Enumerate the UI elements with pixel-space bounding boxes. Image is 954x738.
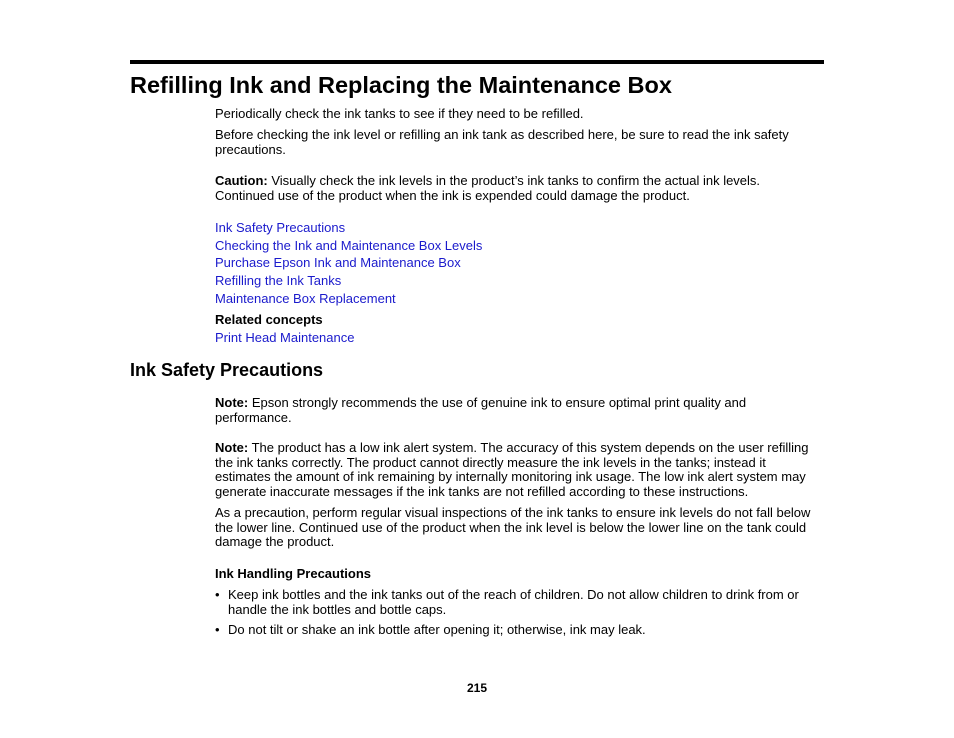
bullet-marker-2: •	[215, 622, 220, 637]
intro-paragraph-2: Before checking the ink level or refilling an ink tank as described here, be sure to read the ink safety precautions.	[215, 127, 789, 157]
caution-label: Caution:	[215, 173, 268, 188]
subsection-title: Ink Safety Precautions	[130, 360, 324, 380]
link-maintenance-box-replacement[interactable]: Maintenance Box Replacement	[215, 291, 396, 306]
ink-handling-heading: Ink Handling Precautions	[215, 566, 372, 581]
bullet-item-1: Keep ink bottles and the ink tanks out of the reach of children. Do not allow children to drink from or handle the ink bottles and bottle caps.	[228, 587, 799, 617]
bullet-item-2: Do not tilt or shake an ink bottle after opening it; otherwise, ink may leak.	[228, 622, 646, 637]
note-label-2: Note:	[215, 440, 249, 455]
link-print-head-maintenance[interactable]: Print Head Maintenance	[215, 330, 355, 345]
note-label-1: Note:	[215, 395, 249, 410]
caution-paragraph	[215, 174, 820, 203]
link-refilling-ink-tanks[interactable]: Refilling the Ink Tanks	[215, 273, 342, 288]
page-title: Refilling Ink and Replacing the Maintenance Box	[130, 72, 672, 98]
link-purchase-epson-ink[interactable]: Purchase Epson Ink and Maintenance Box	[215, 255, 461, 270]
note-paragraph-2	[215, 441, 820, 499]
caution-text: Visually check the ink levels in the product’s ink tanks to confirm the actual ink levels. Continued use of the product when the ink is expended could damage the product.	[215, 173, 761, 203]
note-text-2: The product has a low ink alert system. The accuracy of this system depends on the user refilling the ink tanks correctly. The product cannot directly measure the ink levels in the tanks; instead it estimates the amount of ink remaining by internally monitoring ink usage. The low ink alert system may generate inaccurate messages if the ink tanks are not refilled according to these instructions.	[215, 440, 809, 499]
intro-paragraph-1: Periodically check the ink tanks to see if they need to be refilled.	[215, 106, 584, 121]
note-paragraph-1	[215, 396, 820, 425]
note-text-1: Epson strongly recommends the use of genuine ink to ensure optimal print quality and performance.	[215, 395, 747, 425]
link-ink-safety-precautions[interactable]: Ink Safety Precautions	[215, 220, 346, 235]
page-number: 215	[466, 681, 488, 695]
title-rule	[130, 60, 824, 64]
link-checking-ink-levels[interactable]: Checking the Ink and Maintenance Box Levels	[215, 238, 483, 253]
related-concepts-heading: Related concepts	[215, 312, 323, 327]
precaution-paragraph: As a precaution, perform regular visual inspections of the ink tanks to ensure ink levels do not fall below the lower line. Continued use of the product when the ink level is below the lower line on the tank could damage the product.	[215, 505, 811, 550]
bullet-marker-1: •	[215, 587, 220, 602]
